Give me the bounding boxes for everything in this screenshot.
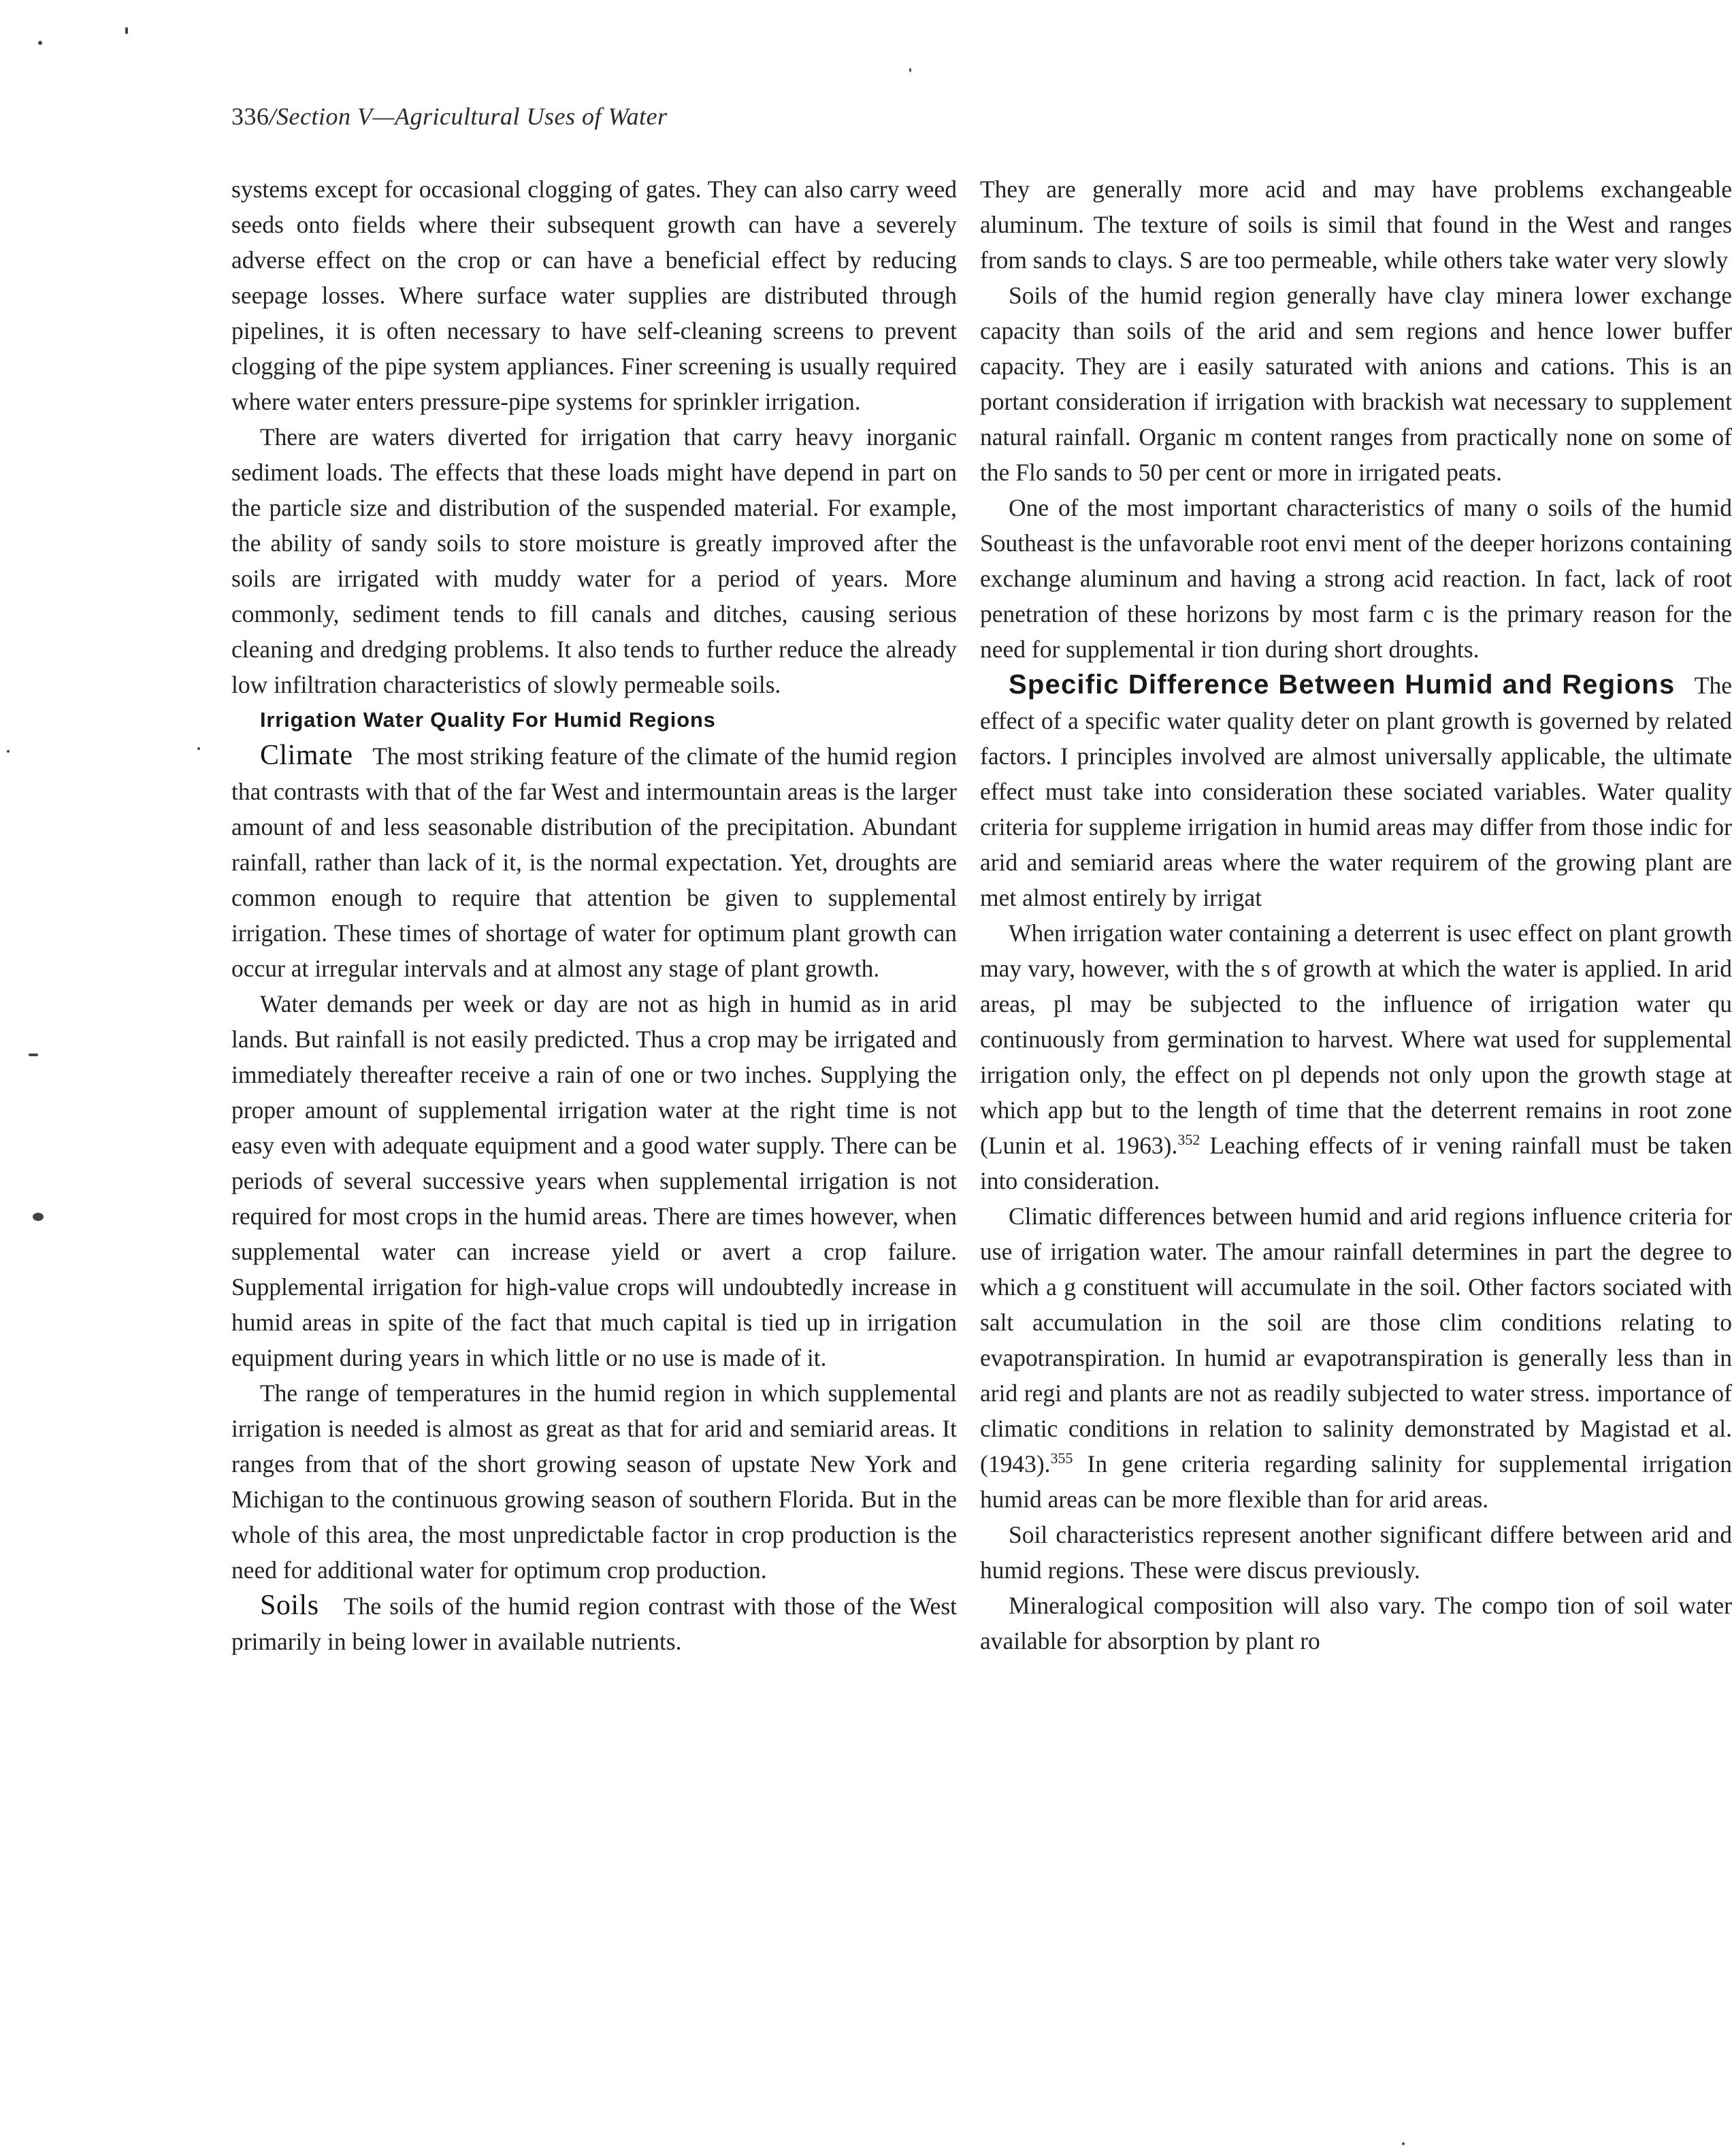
paragraph-text: Climatic differences between humid and arid regions influence criteria for use of irrigation water. The amour rainfall determines in part the degree to which a g constituent will accumulate in the soil. Other factors sociated with salt accumulation in the soil are those clim conditions relating to evapotranspiration. In humid ar evapotranspiration is generally less than in arid regi and plants are not as readily subjected to water stress. importance of climatic conditions in relation to salinity demonstrated by Magistad et al. (1943).: [980, 1203, 1732, 1477]
run-in-heading-specific-difference: Specific Difference Between Humid and Regions: [1009, 670, 1676, 700]
reference-superscript: 352: [1177, 1131, 1200, 1149]
paragraph-text: The effect of a specific water quality deter on plant growth is governed by related factors. I principles involved are almost universally applicable, the ultimate effect must take into consideration these sociated variables. Water quality criteria for suppleme irrigation in humid areas may differ from those indic for arid and semiarid areas where the water requirem of the growing plant are met almost entirely by irrigat: [980, 672, 1732, 911]
paragraph: systems except for occasional clogging of gates. They can also carry weed seeds onto fields where their subsequent growth can have a severely adverse effect on the crop or can have a beneficial effect by reducing seepage losses. Where surface water supplies are distributed through pipelines, it is often necessary to have self-cleaning screens to prevent clogging of the pipe system appliances. Finer screening is usually required where water enters pressure-pipe systems for sprinkler irrigation.: [231, 176, 957, 415]
scan-speck: [909, 68, 911, 72]
paragraph-soils: [231, 1588, 957, 1659]
scan-speck: [7, 750, 10, 753]
scan-speck: [197, 747, 200, 750]
paragraph: [980, 915, 1732, 1198]
paragraph: Water demands per week or day are not as high in humid as in arid lands. But rainfall is not easily predicted. Thus a crop may be irrigated and immediately thereafter receive a rain of one or two inches. Supplying the proper amount of supplemental irrigation water at the right time is not easy even with adequate equipment and a good water supply. There can be periods of several successive years when supplemental irrigation is not required for most crops in the humid areas. There are times however, when supplemental water can increase yield or avert a crop failure. Supplemental irrigation for high-value crops will undoubtedly increase in humid areas in spite of the fact that much capital is tied up in irrigation equipment during years in which little or no use is made of it.: [231, 990, 957, 1371]
section-heading: Irrigation Water Quality For Humid Regions: [260, 708, 716, 732]
scan-speck: [125, 27, 128, 34]
paragraph-specific-difference: [980, 667, 1732, 915]
paragraph: Soils of the humid region generally have clay minera lower exchange capacity than soils of the arid and sem regions and hence lower buffer capacity. They are i easily saturated with anions and cations. This is an portant consideration if irrigation with brackish wat necessary to supplement natural rainfall. Organic m content ranges from practically none on some of the Flo sands to 50 per cent or more in irrigated peats.: [980, 282, 1732, 486]
run-in-heading-climate: Climate: [260, 740, 353, 771]
paragraph-climate: [231, 738, 957, 986]
scan-speck: [1402, 2142, 1405, 2145]
paragraph: [980, 1198, 1732, 1517]
paragraph-text: In gene criteria regarding salinity for supplemental irrigation humid areas can be more flexible than for arid areas.: [980, 1450, 1732, 1513]
paragraph-text: The most striking feature of the climate of the humid region that contrasts with that of the far West and intermountain areas is the larger amount of and less seasonable distribution of the precipitation. Abundant rainfall, rather than lack of it, is the normal expectation. Yet, droughts are common enough to require that attention be given to supplemental irrigation. These times of shortage of water for optimum plant growth can occur at irregular intervals and at almost any stage of plant growth.: [231, 742, 957, 982]
running-head: [231, 102, 668, 131]
run-in-heading-soils: Soils: [260, 1590, 319, 1621]
paragraph-text: When irrigation water containing a deterrent is usec effect on plant growth may vary, however, with the s of growth at which the water is applied. In arid areas, pl may be subjected to the influence of irrigation water qu continuously from germination to harvest. Where wat used for supplemental irrigation only, the effect on pl depends not only upon the growth stage at which app but to the length of time that the deterrent remains in root zone (Lunin et al. 1963).: [980, 919, 1732, 1159]
paragraph: Mineralogical composition will also vary. The compo tion of soil water available for absorption by plant ro: [980, 1592, 1732, 1654]
reference-superscript: 355: [1050, 1450, 1073, 1467]
scan-speck: [33, 1213, 44, 1221]
paragraph: Soil characteristics represent another significant differe between arid and humid regions. These were discus previously.: [980, 1521, 1732, 1584]
paragraph: There are waters diverted for irrigation that carry heavy inorganic sediment loads. The effects that these loads might have depend in part on the particle size and distribution of the suspended material. For example, the ability of sandy soils to store moisture is greatly improved after the soils are irrigated with muddy water for a period of years. More commonly, sediment tends to fill canals and ditches, causing serious cleaning and dredging problems. It also tends to further reduce the already low infiltration characteristics of slowly permeable soils.: [231, 423, 957, 698]
paragraph-text: Leaching effects of ir vening rainfall must be taken into consideration.: [980, 1132, 1732, 1194]
paragraph: The range of temperatures in the humid region in which supplemental irrigation is needed is almost as great as that for arid and semiarid areas. It ranges from that of the short growing season of upstate New York and Michigan to the continuous growing season of southern Florida. But in the whole of this area, the most unpredictable factor in crop production is the need for additional water for optimum crop production.: [231, 1379, 957, 1584]
page-number: 336: [231, 103, 269, 130]
scan-speck: [29, 1054, 38, 1056]
paragraph-text: The soils of the humid region contrast with those of the West primarily in being lower in available nutrients.: [231, 1592, 957, 1655]
section-title: /Section V—Agricultural Uses of Water: [269, 103, 668, 130]
paragraph: One of the most important characteristics of many o soils of the humid Southeast is the unfavorable root envi ment of the deeper horizons containing exchange aluminum and having a strong acid reaction. In fact, lack of root penetration of these horizons by most farm c is the primary reason for the need for supplemental ir tion during short droughts.: [980, 494, 1732, 663]
scan-speck: [38, 41, 42, 45]
paragraph: They are generally more acid and may have problems exchangeable aluminum. The texture of soils is simil that found in the West and ranges from sands to clays. S are too permeable, while others take water very slowly: [980, 176, 1732, 274]
left-column: [231, 172, 957, 2132]
right-column: [980, 172, 1732, 2132]
